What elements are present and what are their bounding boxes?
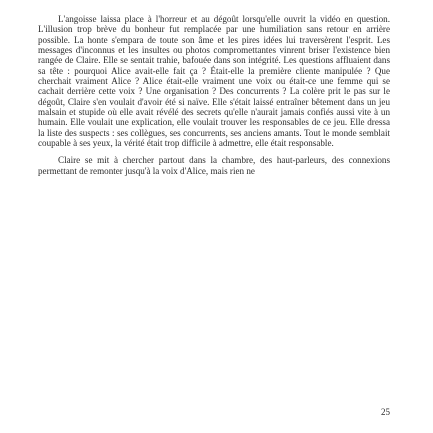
page-number: 25 (381, 407, 390, 417)
book-page (38, 14, 390, 417)
body-paragraph: L'angoisse laissa place à l'horreur et au dégoût lorsqu'elle ouvrit la vidéo en question. L'illusion trop brève du bonheur fut remplacée par une humiliation sans retour en arrière possible. La honte s'empara de toute son âme et les pires idées lui traversèrent l'esprit. Les messages d'inconnus et les insultes ou photos compromettantes vinrent briser l'existence bien rangée de Claire. Elle se sentait trahie, bafouée dans son intégrité. Les questions affluaient dans sa tête : pourquoi Alice avait-elle fait ça ? Était-elle la première cliente manipulée ? Que cherchait vraiment Alice ? Alice était-elle vraiment une voix ou était-ce une femme qui se cachait derrière cette voix ? Une organisation ? Des concurrents ? La colère prit le pas sur le dégoût, Claire s'en voulait d'avoir été si naïve. Elle s'était laissé entraîner bêtement dans un jeu malsain et stupide où elle avait révélé des secrets qu'elle n'aurait jamais confiés aussi vite à un humain. Elle voulait une explication, elle voulait trouver les responsables de ce jeu. Elle dressa la liste des suspects : ses collègues, ses concurrents, ses anciens amants. Tout le monde semblait coupable à ses yeux, la vérité était trop difficile à admettre, elle était responsable. (38, 14, 390, 149)
body-paragraph: Claire se mit à chercher partout dans la chambre, des haut-parleurs, des connexions permettant de remonter jusqu'à la voix d'Alice, mais rien ne (38, 155, 390, 176)
